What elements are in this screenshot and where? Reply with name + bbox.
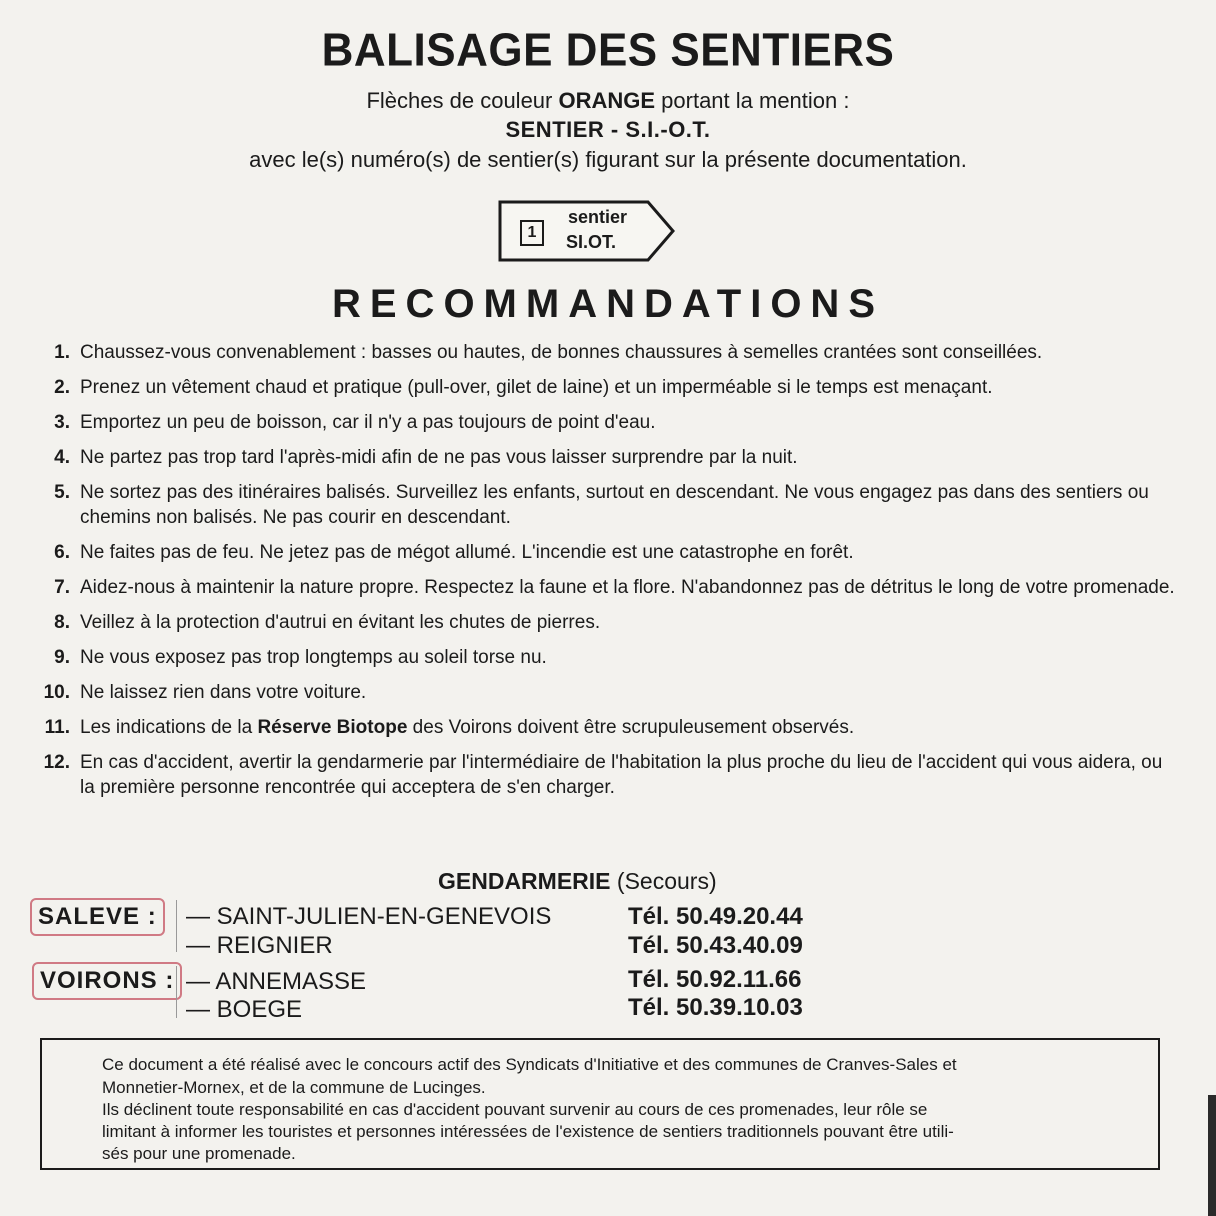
scan-edge [1208,1095,1216,1216]
disclaimer-line: Monnetier-Mornex, et de la commune de Lucinges. [102,1078,486,1097]
item-text-end: des Voirons doivent être scrupuleusement observés. [407,717,855,738]
list-item [38,445,1178,470]
item-number: 10. [43,682,70,703]
list-item [38,410,1178,435]
item-text: Ne partez pas trop tard l'après-midi afin de ne pas vous laisser surprendre par la nuit. [80,447,798,468]
item-text: Ne sortez pas des itinéraires balisés. Surveillez les enfants, surtout en descendant. Ne vous engagez pas dans des sentiers ou chemins non balisés. Ne pas courir en descendant. [80,482,1149,528]
list-item [38,715,1178,740]
subtitle-line-1 [0,88,1216,114]
bracket-divider [176,900,177,952]
disclaimer-line: Ils déclinent toute responsabilité en cas d'accident pouvant survenir au cours de ces promenades, leur rôle se [102,1100,928,1119]
station-tel: Tél. 50.39.10.03 [628,994,803,1021]
station-tel: Tél. 50.49.20.44 [628,903,803,930]
item-number: 12. [43,752,70,773]
list-item [38,340,1178,365]
item-number: 6. [54,542,70,563]
station-tel: Tél. 50.43.40.09 [628,932,803,959]
station-tel: Tél. 50.92.11.66 [628,966,802,993]
gendarmerie-suffix: (Secours) [616,868,717,894]
item-number: 9. [54,647,70,668]
trail-marker-sign [498,200,676,262]
item-text: En cas d'accident, avertir la gendarmerie par l'intermédiaire de l'habitation la plus proche du lieu de l'accident qui vous aidera, ou la première personne rencontrée qui acceptera de s'en charger. [80,752,1163,798]
station-place: — ANNEMASSE [186,968,367,995]
gendarmerie-title [438,868,717,895]
gendarmerie-label: GENDARMERIE [438,868,611,894]
recommendations-list [38,340,1178,810]
disclaimer-line: limitant à informer les touristes et personnes intéressées de l'existence de sentiers traditionnels pouvant être utili- [102,1122,954,1141]
item-text: Prenez un vêtement chaud et pratique (pull-over, gilet de laine) et un imperméable si le temps est menaçant. [80,377,993,398]
list-item [38,750,1178,800]
item-number: 8. [54,612,70,633]
item-number: 2. [54,377,70,398]
item-text: Veillez à la protection d'autrui en évitant les chutes de pierres. [80,612,601,633]
subtitle-mention: SENTIER - S.I.-O.T. [505,117,711,142]
item-number: 5. [54,482,70,503]
subtitle-text-end: portant la mention : [655,88,850,113]
region-voirons: VOIRONS : [32,962,182,1000]
list-item [38,680,1178,705]
list-item [38,540,1178,565]
station-place: — SAINT-JULIEN-EN-GENEVOIS [186,903,552,930]
item-number: 3. [54,412,70,433]
station-place: — REIGNIER [186,932,333,959]
item-text: Emportez un peu de boisson, car il n'y a pas toujours de point d'eau. [80,412,656,433]
item-text [80,715,1178,740]
station-place: — BOEGE [186,996,303,1023]
item-text: Ne laissez rien dans votre voiture. [80,682,367,703]
item-text: Ne vous exposez pas trop longtemps au soleil torse nu. [80,647,547,668]
item-number: 11. [44,717,70,738]
item-number: 1. [54,342,70,363]
list-item [38,645,1178,670]
trail-number: 1 [520,220,544,246]
item-text: Ne faites pas de feu. Ne jetez pas de mégot allumé. L'incendie est une catastrophe en forêt. [80,542,854,563]
item-number: 4. [54,447,70,468]
list-item [38,375,1178,400]
subtitle-color: ORANGE [558,88,656,113]
bracket-divider [176,966,177,1018]
list-item [38,575,1178,600]
region-saleve: SALEVE : [30,898,165,936]
reserve-biotope: Réserve Biotope [257,717,408,738]
item-text: Chaussez-vous convenablement : basses ou hautes, de bonnes chaussures à semelles crantées sont conseillées. [80,342,1043,363]
list-item [38,610,1178,635]
recommendations-title: RECOMMANDATIONS [331,282,884,326]
marker-label-2: SI.OT. [566,232,617,252]
subtitle-text: Flèches de couleur [366,88,559,113]
disclaimer-line: sés pour une promenade. [102,1144,296,1163]
disclaimer-line: Ce document a été réalisé avec le concours actif des Syndicats d'Initiative et des communes de Cranves-Sales et [102,1055,957,1074]
item-text-start: Les indications de la [80,717,258,738]
subtitle-line-3: avec le(s) numéro(s) de sentier(s) figurant sur la présente documentation. [249,147,967,172]
marker-label-1: sentier [568,207,628,227]
disclaimer-box [40,1038,1160,1170]
item-text: Aidez-nous à maintenir la nature propre. Respectez la faune et la flore. N'abandonnez pas de détritus le long de votre promenade. [80,577,1175,598]
item-number: 7. [54,577,70,598]
list-item [38,480,1178,530]
page-title: BALISAGE DES SENTIERS [321,24,895,77]
